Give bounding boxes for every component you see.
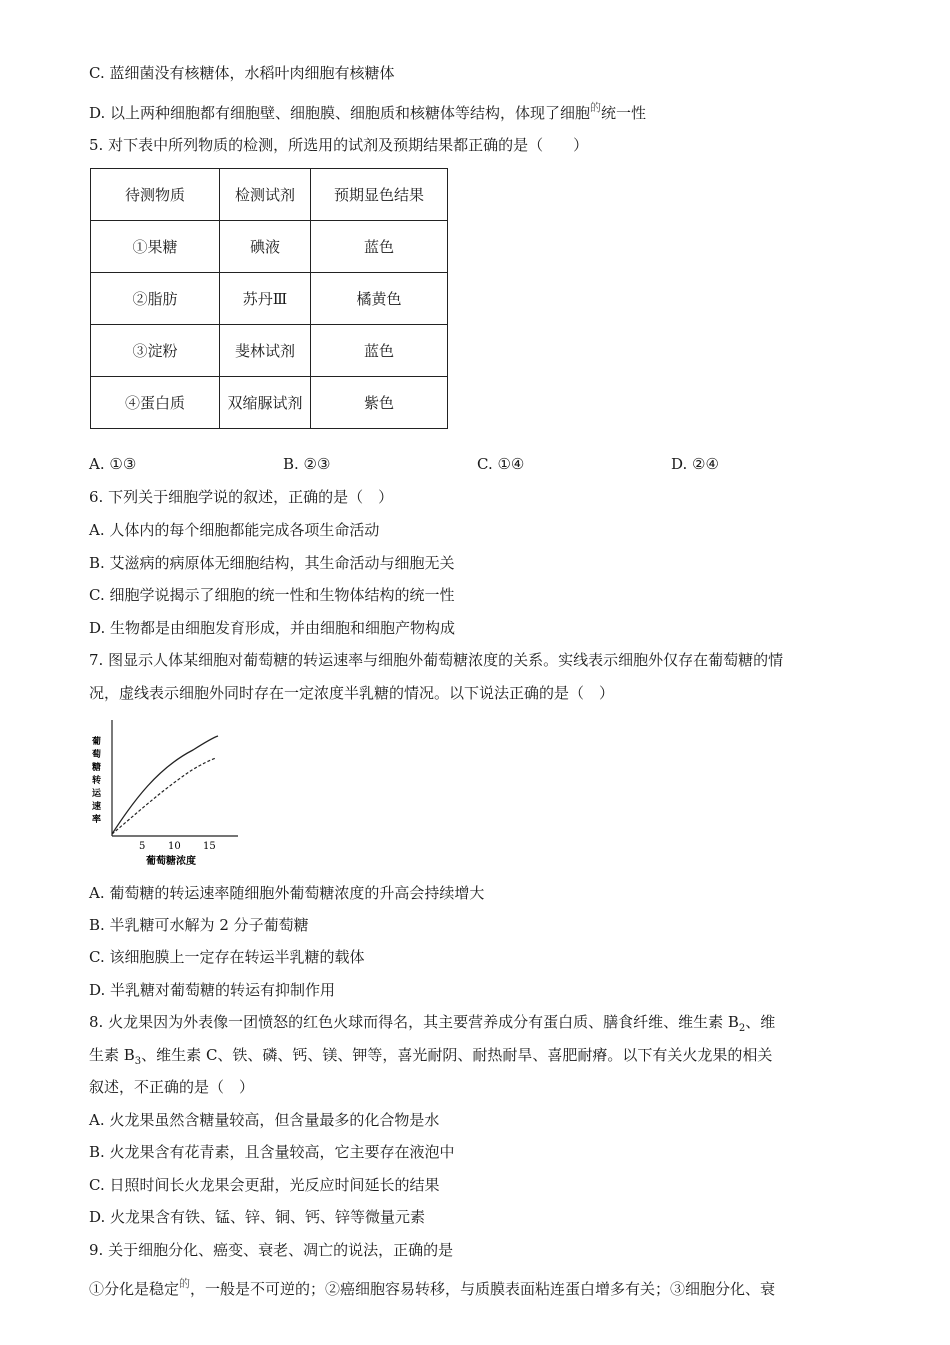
table-cell: ②脂肪 [91, 273, 220, 325]
q6-option-d: D. 生物都是由细胞发育形成，并由细胞和细胞产物构成 [89, 619, 456, 637]
x-tick-label: 15 [203, 841, 216, 852]
q6-option-c: C. 细胞学说揭示了细胞的统一性和生物体结构的统一性 [89, 586, 455, 604]
q7-option-d: D. 半乳糖对葡萄糖的转运有抑制作用 [89, 981, 336, 999]
q9-tail: ，一般是不可逆的；②癌细胞容易转移，与质膜表面粘连蛋白增多有关；③细胞分化、衰 [190, 1280, 776, 1298]
q7-option-c: C. 该细胞膜上一定存在转运半乳糖的载体 [89, 948, 365, 966]
q8-option-c: C. 日照时间长火龙果会更甜，光反应时间延长的结果 [89, 1176, 440, 1194]
q4-option-c: C. 蓝细菌没有核糖体，水稻叶肉细胞有核糖体 [89, 64, 395, 82]
q8-stem-line2-text: 生素 B [89, 1046, 135, 1064]
q5-option-b: B. ②③ [283, 455, 331, 473]
q8-option-d: D. 火龙果含有铁、锰、锌、铜、钙、锌等微量元素 [89, 1208, 426, 1226]
y-label-char: 糖 [92, 763, 102, 773]
table-cell: 蓝色 [311, 221, 448, 273]
y-label-char: 葡 [92, 737, 102, 747]
subscript: 3 [134, 1056, 142, 1067]
q5-option-a: A. ①③ [89, 455, 137, 473]
q5-option-c: C. ①④ [477, 455, 525, 473]
q5-option-d: D. ②④ [671, 455, 719, 473]
q7-stem-line1: 7. 图显示人体某细胞对葡萄糖的转运速率与细胞外葡萄糖浓度的关系。实线表示细胞外仅存在葡萄糖的情 [89, 651, 784, 669]
q4-option-d-tail: 统一性 [601, 104, 647, 122]
x-tick-label: 10 [168, 841, 181, 852]
table-cell: 双缩脲试剂 [220, 377, 311, 429]
table-row [91, 377, 448, 429]
q5-table [90, 168, 448, 429]
x-tick-label: 5 [139, 841, 146, 852]
solid-curve [112, 736, 218, 834]
table-cell: 斐林试剂 [220, 325, 311, 377]
table-header: 待测物质 [91, 169, 220, 221]
q8-stem-line1 [89, 1012, 775, 1039]
table-row [91, 325, 448, 377]
q9-statement-line1 [89, 1279, 775, 1301]
table-cell: 碘液 [220, 221, 311, 273]
q6-stem: 6. 下列关于细胞学说的叙述，正确的是（ ） [89, 488, 394, 506]
table-header: 预期显色结果 [311, 169, 448, 221]
q6-option-a: A. 人体内的每个细胞都能完成各项生命活动 [89, 521, 380, 539]
q8-stem-line2-tail: 、维生素 C、铁、磷、钙、镁、钾等，喜光耐阴、耐热耐旱、喜肥耐瘠。以下有关火龙果的相关 [141, 1046, 773, 1064]
table-header-row [91, 169, 448, 221]
q8-stem-line1-tail: 、维 [745, 1013, 776, 1031]
q8-option-b: B. 火龙果含有花青素，且含量较高，它主要存在液泡中 [89, 1143, 455, 1161]
q7-option-a: A. 葡萄糖的转运速率随细胞外葡萄糖浓度的升高会持续增大 [89, 884, 485, 902]
x-axis-label: 葡萄糖浓度 [146, 856, 196, 867]
y-label-char: 运 [92, 789, 102, 799]
q5-stem: 5. 对下表中所列物质的检测，所选用的试剂及预期结果都正确的是（ ） [89, 136, 589, 154]
q7-stem-line2: 况，虚线表示细胞外同时存在一定浓度半乳糖的情况。以下说法正确的是（ ） [89, 684, 615, 702]
table-cell: 橘黄色 [311, 273, 448, 325]
y-label-char: 率 [92, 815, 102, 825]
q8-option-a: A. 火龙果虽然含糖量较高，但含量最多的化合物是水 [89, 1111, 440, 1129]
table-cell: 蓝色 [311, 325, 448, 377]
subscript: 2 [738, 1023, 746, 1034]
y-label-char: 速 [92, 802, 102, 812]
q8-stem-line2 [89, 1045, 772, 1072]
q4-option-d-text: D. 以上两种细胞都有细胞壁、细胞膜、细胞质和核糖体等结构，体现了细胞 [89, 104, 591, 122]
y-label-char: 萄 [92, 750, 102, 760]
q4-option-d [89, 103, 646, 125]
table-cell: ①果糖 [91, 221, 220, 273]
table-cell: 紫色 [311, 377, 448, 429]
q7-option-b: B. 半乳糖可水解为 2 分子葡萄糖 [89, 916, 309, 934]
q6-option-b: B. 艾滋病的病原体无细胞结构，其生命活动与细胞无关 [89, 554, 455, 572]
q4-option-d-raised: 的 [590, 101, 602, 114]
table-header: 检测试剂 [220, 169, 311, 221]
y-label-char: 转 [92, 776, 102, 786]
q7-figure [88, 718, 248, 870]
q9-stem: 9. 关于细胞分化、癌变、衰老、凋亡的说法，正确的是 [89, 1241, 454, 1259]
q9-raised: 的 [179, 1277, 191, 1290]
table-row [91, 221, 448, 273]
table-cell: 苏丹Ⅲ [220, 273, 311, 325]
q8-stem-line1-text: 8. 火龙果因为外表像一团愤怒的红色火球而得名，其主要营养成分有蛋白质、膳食纤维、维生素 B [89, 1013, 739, 1031]
q9-text: ①分化是稳定 [89, 1280, 180, 1298]
table-cell: ③淀粉 [91, 325, 220, 377]
table-cell: ④蛋白质 [91, 377, 220, 429]
q8-stem-line3: 叙述，不正确的是（ ） [89, 1078, 255, 1096]
table-row [91, 273, 448, 325]
